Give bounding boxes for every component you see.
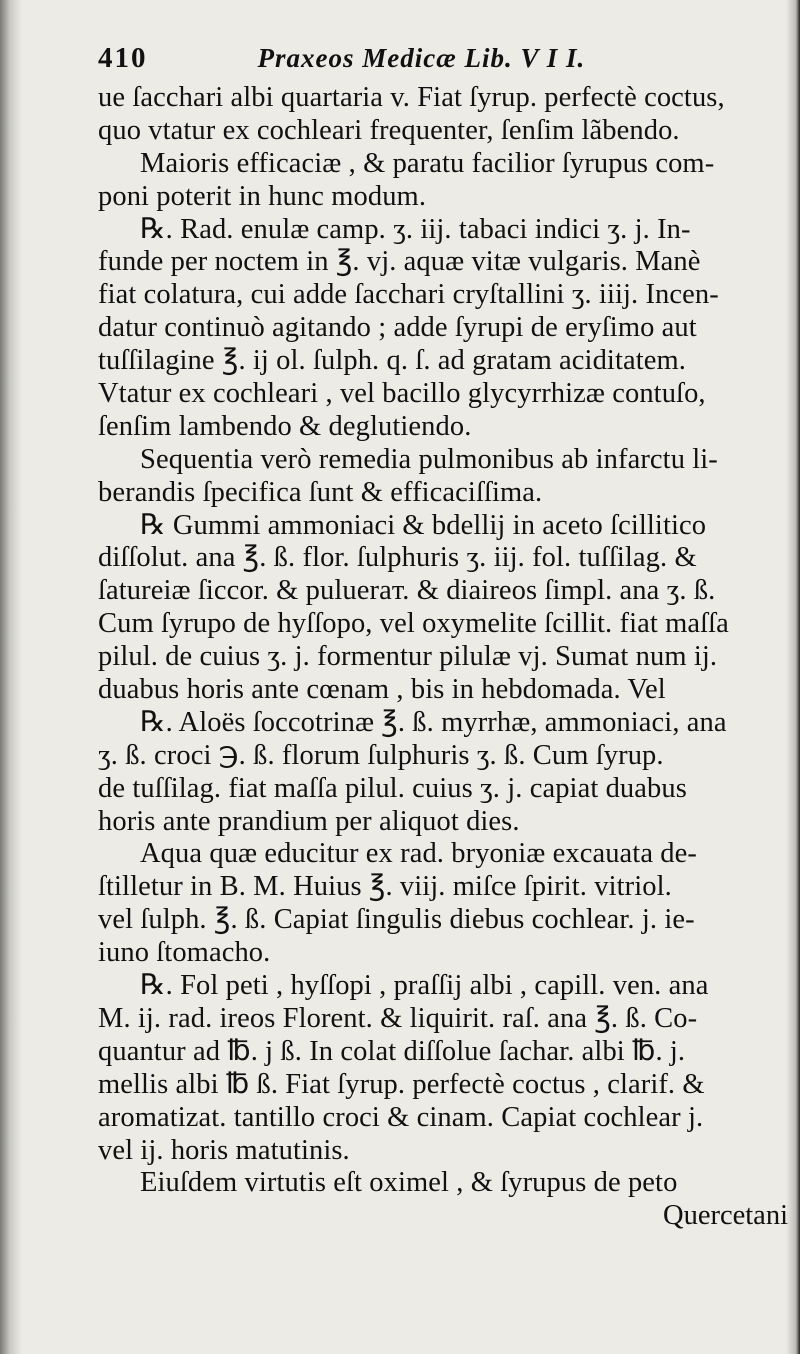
text-line: Sequentia verò remedia pulmonibus ab infarctu li-	[140, 443, 718, 475]
text-line: quo vtatur ex cochleari frequenter, ſenſim lãbendo.	[98, 114, 680, 146]
text-line: horis ante prandium per aliquot dies.	[98, 805, 520, 837]
text-line: funde per noctem in ℥. vj. aquæ vitæ vulgaris. Manè	[98, 246, 701, 278]
text-line: ℞ Gummi ammoniaci & bdellij in aceto ſcillitico	[140, 509, 707, 541]
text-line: ſenſim lambendo & deglutiendo.	[98, 410, 472, 442]
text-line: datur continuò agitando ; adde ſyrupi de eryſimo aut	[98, 312, 697, 344]
page-header	[98, 42, 788, 82]
text-line: Maioris efficaciæ , & paratu facilior ſyrupus com-	[140, 147, 715, 179]
text-line: Cum ſyrupo de hyſſopo, vel oxymelite ſcillit. fiat maſſa	[98, 608, 729, 640]
text-line: de tuſſilag. fiat maſſa pilul. cuius ʒ. j. capiat duabus	[98, 772, 687, 804]
text-line: vel ſulph. ℥. ß. Capiat ſingulis diebus cochlear. j. ie-	[98, 904, 695, 936]
text-line: ſtilletur in B. M. Huius ℥. viij. miſce ſpirit. vitriol.	[98, 871, 672, 903]
text-line: pilul. de cuius ʒ. j. formentur pilulæ vj. Sumat num ij.	[98, 641, 718, 673]
page-edge	[786, 0, 800, 1354]
text-line: Vtatur ex cochleari , vel bacillo glycyrrhizæ contuſo,	[98, 378, 706, 410]
catchword: Quercetani	[662, 1200, 788, 1232]
text-line: poni poterit in hunc modum.	[98, 180, 427, 212]
text-line: duabus horis ante cœnam , bis in hebdomada. Vel	[98, 674, 666, 706]
text-line: ℞. Rad. enulæ camp. ʒ. iij. tabaci indici ʒ. j. In-	[140, 213, 691, 245]
text-line: ſatureiæ ſiccor. & pulueraт. & diaireos ſimpl. ana ʒ. ß.	[98, 575, 716, 607]
body-text	[98, 82, 788, 1233]
text-block	[98, 42, 788, 1233]
text-line: Eiuſdem virtutis eſt oximel , & ſyrupus de peto	[140, 1167, 678, 1199]
text-line: ʒ. ß. croci ℈. ß. florum ſulphuris ʒ. ß. Cum ſyrup.	[98, 739, 664, 771]
text-line: Aqua quæ educitur ex rad. bryoniæ excauata de-	[140, 838, 697, 870]
page-number: 410	[98, 42, 148, 74]
text-line: iuno ſtomacho.	[98, 937, 271, 969]
text-line: ℞. Fol peti , hyſſopi , praſſij albi , capill. ven. ana	[140, 970, 709, 1002]
text-line: diſſolut. ana ℥. ß. flor. ſulphuris ʒ. iij. fol. tuſſilag. &	[98, 542, 697, 574]
text-line: mellis albi ℔ ß. Fiat ſyrup. perfectè coctus , clarif. &	[98, 1068, 705, 1100]
text-line: aromatizat. tantillo croci & cinam. Capiat cochlear j.	[98, 1101, 704, 1133]
text-line: ue ſacchari albi quartaria v. Fiat ſyrup. perfectè coctus,	[98, 82, 725, 113]
text-line: tuſſilagine ℥. ij ol. ſulph. q. ſ. ad gratam aciditatem.	[98, 345, 686, 377]
text-line: ℞. Aloës ſoccotrinæ ℥. ß. myrrhæ, ammoniaci, ana	[140, 706, 727, 738]
text-line: quantur ad ℔. j ß. In colat diſſolue ſachar. albi ℔. j.	[98, 1035, 686, 1067]
running-title: Praxeos Medicæ Lib. V I I.	[257, 43, 586, 73]
gutter-shadow	[0, 0, 22, 1354]
text-line: M. ij. rad. ireos Florent. & liquirit. raſ. ana ℥. ß. Co-	[98, 1002, 698, 1034]
text-line: vel ij. horis matutinis.	[98, 1134, 350, 1166]
text-line: fiat colatura, cui adde ſacchari cryſtallini ʒ. iiij. Incen-	[98, 279, 719, 311]
text-line: berandis ſpecifica ſunt & efficaciſſima.	[98, 476, 543, 508]
